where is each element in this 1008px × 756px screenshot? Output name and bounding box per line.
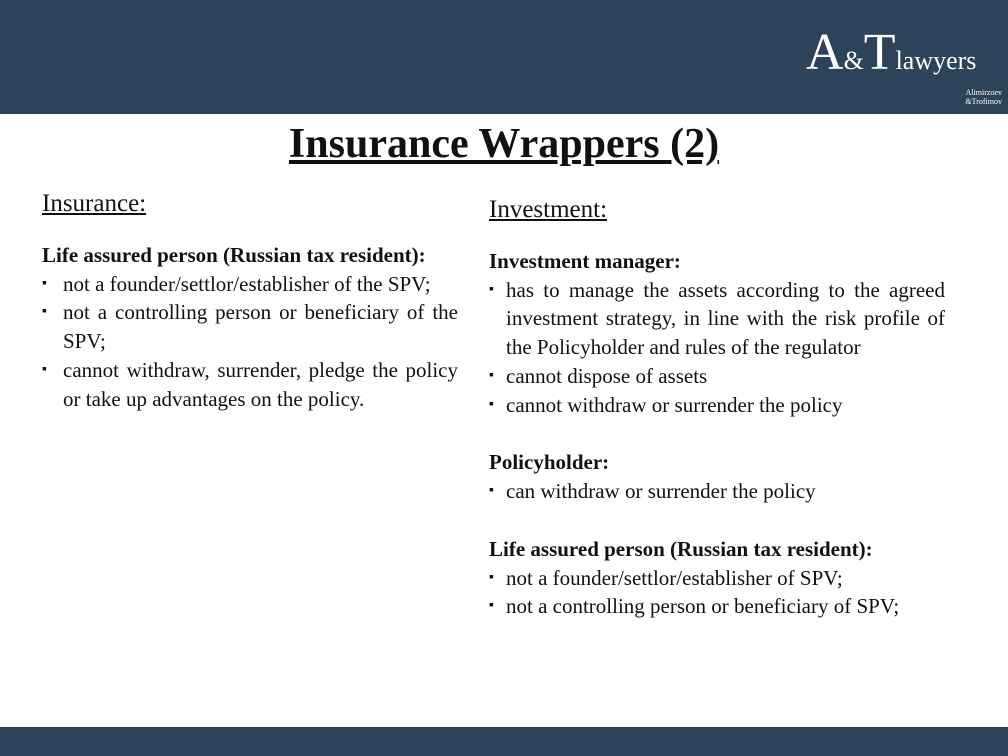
footer-bar [0, 727, 1008, 756]
section-list [489, 564, 945, 622]
insurance-column [42, 190, 458, 414]
logo-letter-a: A [806, 24, 844, 81]
logo-brand: Tlawyers [863, 24, 977, 81]
logo-sub1: Alimirzoev [965, 88, 1002, 97]
section-list [489, 477, 945, 506]
logo-subtitle [965, 88, 1002, 106]
section-list [489, 276, 945, 420]
investment-column [489, 196, 945, 621]
list-item: ▪ cannot dispose of assets [489, 362, 945, 391]
insurance-list [42, 270, 458, 414]
logo-ampersand: & [843, 46, 864, 75]
header-bar [0, 0, 1008, 114]
investment-heading: Investment: [489, 196, 608, 223]
list-item: ▪ cannot withdraw or surrender the policy [489, 391, 945, 420]
insurance-subheading: Life assured person (Russian tax resident): [42, 242, 426, 267]
section-title: Investment manager: [489, 248, 681, 273]
list-item: ▪ not a founder/settlor/establisher of the SPV; [42, 270, 458, 299]
list-item: ▪ not a controlling person or beneficiary of the SPV; [42, 298, 458, 356]
list-item: ▪ can withdraw or surrender the policy [489, 477, 945, 506]
logo-sub2: &Trofimov [965, 97, 1002, 106]
list-item: ▪ not a controlling person or beneficiary of SPV; [489, 592, 945, 621]
company-logo [806, 26, 1002, 110]
list-item: ▪ cannot withdraw, surrender, pledge the policy or take up advantages on the policy. [42, 356, 458, 414]
section-title: Life assured person (Russian tax resident): [489, 536, 873, 561]
list-item: ▪ not a founder/settlor/establisher of SPV; [489, 564, 945, 593]
list-item: ▪ has to manage the assets according to the agreed investment strategy, in line with the risk profile of the Policyholder and rules of the regulator [489, 276, 945, 362]
slide-title: Insurance Wrappers (2) [288, 121, 720, 167]
insurance-heading: Insurance: [42, 190, 147, 217]
section-title: Policyholder: [489, 450, 610, 475]
